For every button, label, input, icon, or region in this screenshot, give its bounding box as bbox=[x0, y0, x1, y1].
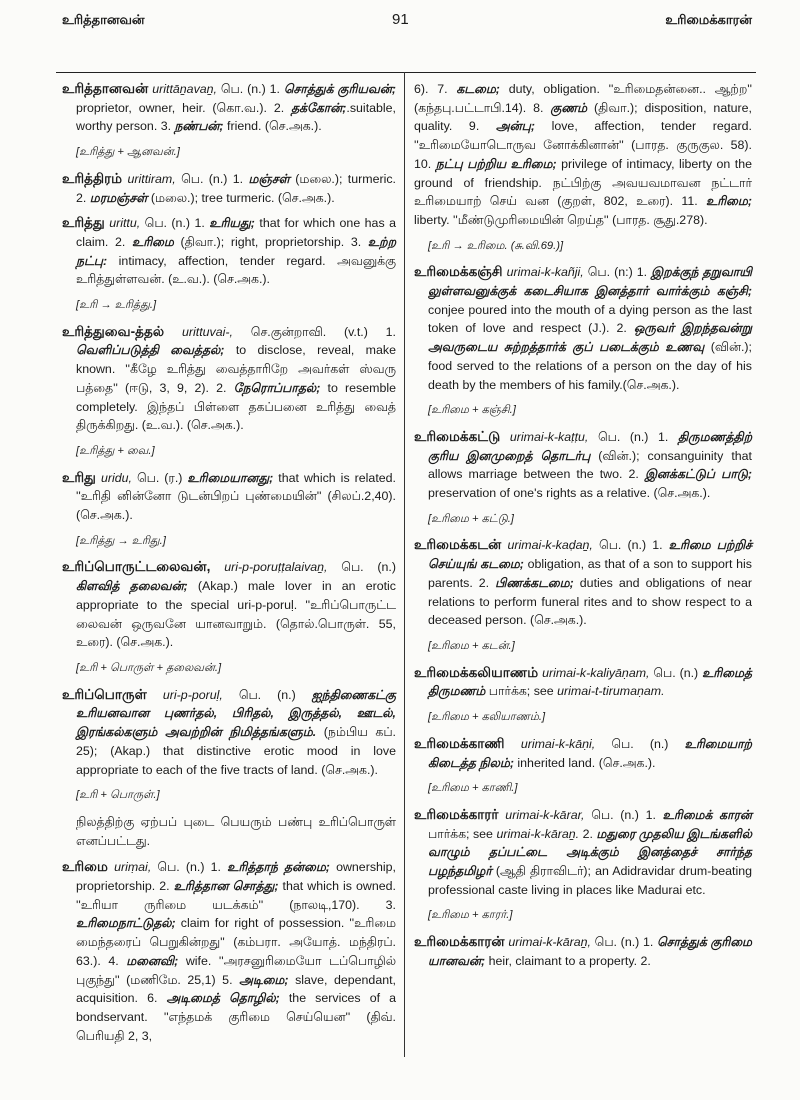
headword: உரிமை bbox=[62, 859, 108, 875]
transliteration: uri-p-poruṭṭalaivaṉ, bbox=[224, 560, 328, 575]
dictionary-entry bbox=[414, 735, 752, 772]
definition-text: the services of a bondservant. ''எந்தமக் குரிமை செய்யென'' (திவ். பெரியதி 2, 3, bbox=[76, 991, 396, 1043]
headword: உரிமைக்கட்டு bbox=[414, 428, 501, 444]
definition-text: பெ. (n.) bbox=[649, 665, 703, 680]
tamil-gloss: மனைவி; bbox=[126, 953, 179, 968]
tamil-gloss: உரிமை பற்றிச் செய்யுங் கடமை; bbox=[428, 538, 752, 572]
tamil-gloss: உரிமையானது; bbox=[187, 470, 274, 485]
definition-text: heir, claimant to a property. 2. bbox=[485, 953, 651, 968]
headword: உரிமைக்காரன் bbox=[414, 934, 505, 950]
dictionary-entry bbox=[62, 214, 396, 289]
definition-text: பெ. (n.) bbox=[222, 687, 312, 702]
tamil-gloss: உரியது; bbox=[209, 216, 255, 231]
definition-text: பெ. (n.) bbox=[595, 736, 685, 751]
cross-reference: urimai-k-kāraṉ. bbox=[496, 826, 580, 841]
definition-text: that which is related. ''உரிதி னின்னோ டுடன்பிறப் புண்மையின்'' (சிலப்.2,40). (செ.அக.). bbox=[76, 470, 396, 523]
definition-text: (வின்.); consanguinity that allows marriage between the two. 2. bbox=[428, 448, 752, 482]
etymology: [உரித்து + வை.] bbox=[76, 444, 155, 457]
definition-text: 2. bbox=[579, 826, 597, 841]
definition-text: பெ. (n.) 1. bbox=[588, 429, 678, 444]
definition-text: பெ. (n.) 1. bbox=[584, 807, 663, 822]
dictionary-entry bbox=[62, 469, 396, 525]
definition-text: (ஆதி திராவிடர்); an Adidravidar drum-beating professional caste living in places like Madurai etc. bbox=[428, 864, 752, 897]
entry-continuation bbox=[414, 80, 752, 230]
tamil-gloss: பிணக்கடமை; bbox=[495, 575, 574, 590]
definition-text: to resemble completely. இந்தப் பிள்ளை தகப்பனை உரித்து வைத் திருக்கிறது. (உ.வ.). (செ.அக.). bbox=[76, 380, 396, 433]
tamil-gloss: நண்பன்; bbox=[174, 119, 224, 134]
tamil-gloss: உரிமையாற் கிடைத்த நிலம்; bbox=[428, 736, 752, 770]
headword: உரிது bbox=[62, 469, 96, 485]
tamil-gloss: சொத்துக் குரியவன்; bbox=[283, 82, 396, 96]
transliteration: urittāṉavaṉ, bbox=[152, 82, 217, 96]
headword: உரிமைக்கடன் bbox=[414, 537, 502, 553]
definition-text: slave, dependant, acquisition. 6. bbox=[76, 972, 396, 1006]
headword: உரிமைக்கலியாணம் bbox=[414, 664, 539, 680]
running-head-right: உரிமைக்காரன் bbox=[665, 12, 752, 27]
definition-text: பெ. (n.) 1. bbox=[592, 538, 669, 553]
tamil-gloss: உரிமைநாட்டுதல்; bbox=[76, 916, 176, 931]
transliteration: urimai-k-kaḍaṉ, bbox=[507, 538, 593, 553]
dictionary-entry bbox=[414, 933, 752, 970]
tamil-gloss: இனக்கட்டுப் பாடு; bbox=[644, 467, 752, 482]
transliteration: urimai-k-kaliyāṇam, bbox=[542, 665, 650, 680]
dictionary-entry bbox=[62, 170, 396, 207]
definition-text: conjee poured into the mouth of a dying person as the last token of love and respect (J.). 2. bbox=[428, 302, 752, 336]
transliteration: uri-p-poruḷ, bbox=[162, 687, 223, 702]
definition-text: (Akap.) male lover in an erotic appropriate to the special uri-p-poruḷ. ''உரிப்பொருட்ட லைவன் ஒருவனே யானவாறும். (தொல்.பொருள். 55, உரை). (செ.அக.). bbox=[76, 579, 396, 650]
tamil-gloss: அடிமை; bbox=[239, 972, 289, 987]
definition-text: obligation, as that of a son to support his parents. 2. bbox=[428, 557, 752, 590]
running-head-left: உரித்தானவன் bbox=[62, 12, 145, 27]
tamil-gloss: சொத்துக் குரிமை யானவன்; bbox=[428, 935, 753, 968]
definition-text: wife. ''அரசனுரிமையோ டப்பொழில் புகுந்து'' (மணிமே. 25,1) 5. bbox=[76, 953, 396, 987]
definition-text: பெ. (n.) 1. bbox=[216, 82, 284, 96]
definition-text: பார்க்க; see bbox=[428, 826, 497, 841]
tamil-gloss: ஒருவர் இறந்தவன்று அவருடைய சுற்றத்தார்க் குப் படைக்கும் உணவு bbox=[428, 321, 752, 355]
headword: உரிமைக்காரர் bbox=[414, 806, 499, 822]
transliteration: urimai-k-kaṭṭu, bbox=[509, 429, 589, 444]
tamil-gloss: கடமை; bbox=[456, 82, 500, 96]
definition-text: பெ. (n.) bbox=[327, 560, 396, 575]
definition-text: friend. (செ.அக.). bbox=[223, 119, 322, 134]
headword: உரித்து bbox=[62, 215, 105, 231]
headword: உரித்திரம் bbox=[62, 170, 123, 186]
transliteration: urittu, bbox=[109, 216, 141, 231]
tamil-gloss: அடிமைத் தொழில்; bbox=[166, 991, 280, 1006]
definition-text: பெ. (n.) 1. bbox=[140, 216, 210, 231]
tamil-gloss: தக்கோன்; bbox=[291, 100, 347, 115]
definition-text: (நம்பிய கப். 25); (Akap.) that distinctive erotic mood in love appropriate to each of the five tracts of land. (செ.அக.). bbox=[76, 725, 396, 777]
etymology: [உரி → உரிமை. (சு.வி.69.)] bbox=[428, 239, 564, 252]
definition-text: பெ. (n.) 1. bbox=[151, 860, 228, 875]
tamil-gloss: திருமணத்திற் குரிய இனமுறைத் தொடர்பு bbox=[428, 429, 752, 463]
etymology: [உரிமை + கலியாணம்.] bbox=[428, 711, 546, 724]
dictionary-entry bbox=[414, 428, 752, 503]
header-rule bbox=[56, 72, 756, 73]
transliteration: urittiram, bbox=[127, 171, 176, 186]
definition-text: பெ. (n.) 1. bbox=[590, 935, 658, 950]
headword: உரிப்பொருள் bbox=[62, 686, 147, 702]
dictionary-entry bbox=[414, 263, 752, 394]
tamil-gloss: கிளவித் தலைவன்; bbox=[76, 579, 188, 594]
etymology: [உரிமை + கஞ்சி.] bbox=[428, 404, 516, 417]
etymology: [உரிமை + காரர்.] bbox=[428, 909, 513, 922]
tamil-gloss: அன்பு; bbox=[495, 119, 535, 134]
etymology: [உரித்து + ஆனவன்.] bbox=[76, 146, 180, 159]
transliteration: urimai-k-kārar, bbox=[505, 807, 585, 822]
tamil-gloss: ஐந்திணைகட்கு உரியனவான புணர்தல், பிரிதல், இருத்தல், ஊடல், இரங்கல்களும் அவற்றின் நிமித்தங்களும். bbox=[76, 687, 396, 740]
definition-text: .suitable, worthy person. 3. bbox=[76, 100, 396, 134]
definition-text: (மலை.); turmeric. 2. bbox=[76, 171, 396, 205]
definition-text: (வின்.); food served to the relations of a person on the day of his death by the members of his family.(செ.அக.). bbox=[428, 340, 752, 392]
definition-text: privilege of intimacy, liberty on the ground of friendship. நட்பிற்கு அவயவமாவன நட்டார் உரிமையாற் செய் வன (குறள், 802, உரை). 11. bbox=[414, 156, 753, 209]
transliteration: urimai-k-kāraṉ, bbox=[508, 935, 591, 950]
tamil-gloss: குணம் bbox=[550, 100, 588, 115]
definition-text: preservation of one's rights as a relative. (செ.அக.). bbox=[428, 486, 711, 501]
tamil-gloss: உரிமைத் திருமணம் bbox=[428, 665, 752, 699]
dictionary-entry bbox=[62, 80, 396, 136]
transliteration: urittuvai-, bbox=[182, 324, 233, 339]
etymology: [உரிமை + கடன்.] bbox=[428, 639, 515, 652]
tamil-gloss: மதுரை முதலிய இடங்களில் வாழும் தப்பட்டை அடிக்கும் இனத்தைச் சார்ந்த பழந்தமிழர் bbox=[428, 826, 753, 879]
right-column bbox=[414, 80, 752, 978]
etymology: [உரிமை + கட்டு.] bbox=[428, 512, 514, 525]
column-divider bbox=[404, 72, 405, 1057]
definition-text: (மலை.); tree turmeric. (செ.அக.). bbox=[147, 190, 335, 205]
etymology: [உரித்து → உரிது.] bbox=[76, 534, 166, 547]
tamil-gloss: உற்ற நட்பு: bbox=[76, 234, 396, 268]
transliteration: uriṃai, bbox=[114, 860, 152, 875]
tamil-gloss: மரமஞ்சள் bbox=[89, 190, 148, 205]
definition-text: to disclose, reveal, make known. ''கீழே உரித்து வைத்தாரிறே அவர்கள் ஸ்வரு பத்தை'' (ஈடு, 3, 9, 2). 2. bbox=[76, 343, 396, 395]
definition-text: claim for right of possession. ''உரிமை மைந்தரைப் பெறுகின்றது'' (கம்பரா. அயோத். மந்திரப். 63.). 4. bbox=[76, 916, 396, 968]
tamil-gloss: உரிமைக் காரன் bbox=[662, 807, 752, 822]
definition-text: செ.குன்றாவி. (v.t.) 1. bbox=[232, 324, 396, 339]
cross-reference: urimai-t-tirumaṇam. bbox=[557, 684, 665, 699]
transliteration: uridu, bbox=[100, 470, 132, 485]
page-number: 91 bbox=[392, 11, 409, 28]
etymology: [உரி → உரித்து.] bbox=[76, 299, 157, 312]
etymology: [உரி + பொருள்.] bbox=[76, 789, 160, 802]
headword: உரித்துவை-த்தல் bbox=[62, 323, 165, 339]
dictionary-entry bbox=[62, 686, 396, 780]
entry-note: நிலத்திற்கு ஏற்பப் புடை பெயரும் பண்பு உரிப்பொருள் எனப்பட்டது. bbox=[76, 814, 396, 848]
definition-text: intimacy, affection, tender regard. அவனுக்கு உரித்துள்ளவன். (உ.வ.). (செ.அக.). bbox=[76, 253, 396, 287]
tamil-gloss: நேரொப்பாதல்; bbox=[233, 380, 321, 395]
definition-text: பெ. (n.) 1. bbox=[175, 171, 249, 186]
left-column bbox=[62, 80, 396, 1052]
headword: உரிமைக்காணி bbox=[414, 735, 505, 751]
definition-text: inherited land. (செ.அக.). bbox=[513, 755, 656, 770]
headword: உரிப்பொருட்டலைவன், bbox=[62, 559, 211, 575]
tamil-gloss: நட்பு பற்றிய உரிமை; bbox=[435, 156, 557, 171]
dictionary-entry bbox=[62, 858, 396, 1045]
dictionary-entry bbox=[62, 323, 396, 435]
tamil-gloss: உரித்தாந் தன்மை; bbox=[227, 860, 330, 875]
tamil-gloss: வெளிப்படுத்தி வைத்தல்; bbox=[76, 343, 225, 358]
definition-text: பெ. (ர.) bbox=[131, 470, 188, 485]
headword: உரித்தானவன் bbox=[62, 81, 149, 96]
definition-text: பார்க்க; see bbox=[485, 684, 558, 699]
dictionary-entry bbox=[414, 536, 752, 630]
definition-text: ownership, proprietorship. 2. bbox=[76, 860, 396, 894]
definition-text: liberty. ''மீண்டுமுரிமையின் றெய்த'' (பாரத. சூது.278). bbox=[414, 212, 708, 227]
definition-text: (திவா.); disposition, nature, quality. 9. bbox=[414, 100, 753, 134]
definition-text: பெ. (n:) 1. bbox=[583, 265, 652, 280]
etymology: [உரி + பொருள் + தலைவன்.] bbox=[76, 661, 222, 674]
tamil-gloss: உரிமை bbox=[132, 234, 174, 249]
definition-text: (திவா.); right, proprietorship. 3. bbox=[173, 234, 368, 249]
tamil-gloss: உரித்தான சொத்து; bbox=[173, 879, 279, 894]
etymology: [உரிமை + காணி.] bbox=[428, 782, 518, 795]
definition-text: 6). 7. bbox=[414, 82, 457, 96]
definition-text: duties and obligations of near relations to perform funeral rites and to show respect to a deceased person. (செ.அக.). bbox=[428, 575, 752, 628]
tamil-gloss: உரிமை; bbox=[706, 194, 752, 209]
dictionary-entry bbox=[62, 558, 396, 652]
definition-text: that which is owned. ''உரியா ருரிமை யடக்கம்'' (நாலடி,170). 3. bbox=[76, 879, 396, 912]
definition-text: proprietor, owner, heir. (கொ.வ.). 2. bbox=[76, 100, 292, 115]
headword: உரிமைக்கஞ்சி bbox=[414, 264, 503, 280]
tamil-gloss: இறக்குந் தறுவாயி லுள்ளவனுக்குக் கடைசியாக இனத்தார் வார்க்கும் கஞ்சி; bbox=[428, 265, 752, 299]
dictionary-entry bbox=[414, 806, 752, 900]
dictionary-entry bbox=[414, 664, 752, 701]
transliteration: urimai-k-kāṇi, bbox=[520, 736, 596, 751]
tamil-gloss: மஞ்சள் bbox=[248, 171, 290, 186]
definition-text: love, affection, tender regard. ''உரிமையோடொருவ னோக்கினான்'' (பாரத. குருகுல. 58). 10. bbox=[414, 119, 752, 171]
definition-text: duty, obligation. ''உரிமைதன்னை.. ஆற்ற'' (கந்தபு.பட்டாபி.14). 8. bbox=[414, 82, 752, 115]
transliteration: urimai-k-kañji, bbox=[506, 265, 584, 280]
definition-text: that for which one has a claim. 2. bbox=[76, 216, 396, 249]
